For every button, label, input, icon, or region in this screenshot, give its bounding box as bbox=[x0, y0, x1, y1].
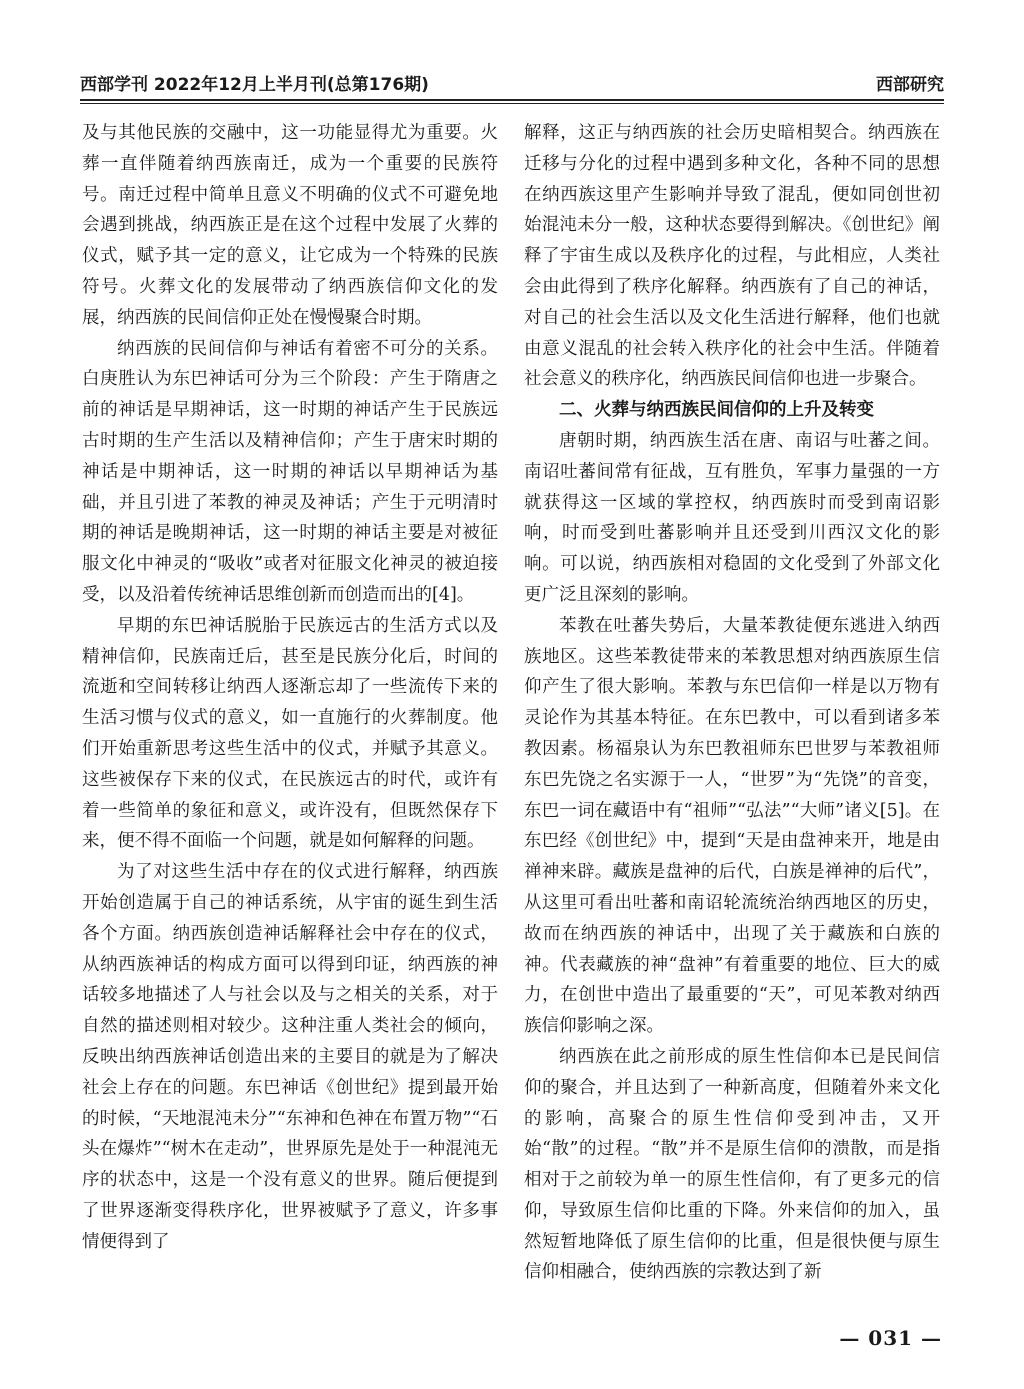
section-name: 西部研究 bbox=[876, 75, 944, 95]
running-header bbox=[80, 66, 944, 96]
paragraph: 为了对这些生活中存在的仪式进行解释，纳西族开始创造属于自己的神话系统，从宇宙的诞生到生活各个方面。纳西族创造神话解释社会中存在的仪式，从纳西族神话的构成方面可以得到印证，纳西族的神话较多地描述了人与社会以及与之相关的关系，对于自然的描述则相对较少。这种注重人类社会的倾向，反映出纳西族神话创造出来的主要目的就是为了解决社会上存在的问题。东巴神话《创世纪》提到最开始的时候，“天地混沌未分”“东神和色神在布置万物”“石头在爆炸”“树木在走动”，世界原先是处于一种混沌无序的状态中，这是一个没有意义的世界。随后便提到了世界逐渐变得秩序化，世界被赋予了意义，许多事情便得到了 bbox=[82, 862, 498, 1252]
left-column bbox=[82, 118, 498, 1257]
paragraph: 苯教在吐蕃失势后，大量苯教徒便东逃进入纳西族地区。这些苯教徒带来的苯教思想对纳西族原生信仰产生了很大影响。苯教与东巴信仰一样是以万物有灵论作为其基本特征。在东巴教中，可以看到诸多苯教因素。杨福泉认为东巴教祖师东巴世罗与苯教祖师东巴先饶之名实源于一人，“世罗”为“先饶”的音变，东巴一词在藏语中有“祖师”“弘法”“大师”诸义[5]。在东巴经《创世纪》中，提到“天是由盘神来开，地是由禅神来辟。藏族是盘神的后代，白族是禅神的后代”，从这里可看出吐蕃和南诏轮流统治纳西地区的历史，故而在纳西族的神话中，出现了关于藏族和白族的神。代表藏族的神“盘神”有着重要的地位、巨大的威力，在创世中造出了最重要的“天”，可见苯教对纳西族信仰影响之深。 bbox=[524, 615, 940, 1037]
paragraph: 早期的东巴神话脱胎于民族远古的生活方式以及精神信仰，民族南迁后，甚至是民族分化后，时间的流逝和空间转移让纳西人逐渐忘却了一些流传下来的生活习惯与仪式的意义，如一直施行的火葬制度。他们开始重新思考这些生活中的仪式，并赋予其意义。这些被保存下来的仪式，在民族远古的时代，或许有着一些简单的象征和意义，或许没有，但既然保存下来，便不得不面临一个问题，就是如何解释的问题。 bbox=[82, 615, 498, 852]
header-rule-thin bbox=[80, 103, 944, 104]
section-heading: 二、火葬与纳西族民间信仰的上升及转变 bbox=[559, 400, 874, 421]
paragraph: 解释，这正与纳西族的社会历史暗相契合。纳西族在迁移与分化的过程中遇到多种文化，各种不同的思想在纳西族这里产生影响并导致了混乱，便如同创世初始混沌未分一般，这种状态要得到解决。《创世纪》阐释了宇宙生成以及秩序化的过程，与此相应，人类社会由此得到了秩序化解释。纳西族有了自己的神话，对自己的社会生活以及文化生活进行解释，他们也就由意义混乱的社会转入秩序化的社会中生活。伴随着社会意义的秩序化，纳西族民间信仰也进一步聚合。 bbox=[524, 123, 940, 390]
header-rule bbox=[80, 99, 944, 101]
paragraph: 纳西族在此之前形成的原生性信仰本已是民间信仰的聚合，并且达到了一种新高度，但随着外来文化的影响，高聚合的原生性信仰受到冲击，又开始“散”的过程。“散”并不是原生信仰的溃散，而是指相对于之前较为单一的原生性信仰，有了更多元的信仰，导致原生信仰比重的下降。外来信仰的加入，虽然短暂地降低了原生信仰的比重，但是很快便与原生信仰相融合，使纳西族的宗教达到了新 bbox=[524, 1046, 940, 1283]
right-column bbox=[524, 118, 940, 1288]
paragraph: 及与其他民族的交融中，这一功能显得尤为重要。火葬一直伴随着纳西族南迁，成为一个重要的民族符号。南迁过程中简单且意义不明确的仪式不可避免地会遇到挑战，纳西族正是在这个过程中发展了火葬的仪式，赋予其一定的意义，让它成为一个特殊的民族符号。火葬文化的发展带动了纳西族信仰文化的发展，纳西族的民间信仰正处在慢慢聚合时期。 bbox=[82, 123, 498, 328]
page-number: — 031 — bbox=[839, 1326, 942, 1350]
paragraph: 纳西族的民间信仰与神话有着密不可分的关系。白庚胜认为东巴神话可分为三个阶段：产生于隋唐之前的神话是早期神话，这一时期的神话产生于民族远古时期的生产生活以及精神信仰；产生于唐宋时期的神话是中期神话，这一时期的神话以早期神话为基础，并且引进了苯教的神灵及神话；产生于元明清时期的神话是晚期神话，这一时期的神话主要是对被征服文化中神灵的“吸收”或者对征服文化神灵的被迫接受，以及沿着传统神话思维创新而创造而出的[4]。 bbox=[82, 338, 498, 605]
journal-issue: 西部学刊 2022年12月上半月刊(总第176期) bbox=[80, 75, 429, 95]
paragraph: 唐朝时期，纳西族生活在唐、南诏与吐蕃之间。南诏吐蕃间常有征战，互有胜负，军事力量强的一方就获得这一区域的掌控权，纳西族时而受到南诏影响，时而受到吐蕃影响并且还受到川西汉文化的影响。可以说，纳西族相对稳固的文化受到了外部文化更广泛且深刻的影响。 bbox=[524, 430, 940, 605]
